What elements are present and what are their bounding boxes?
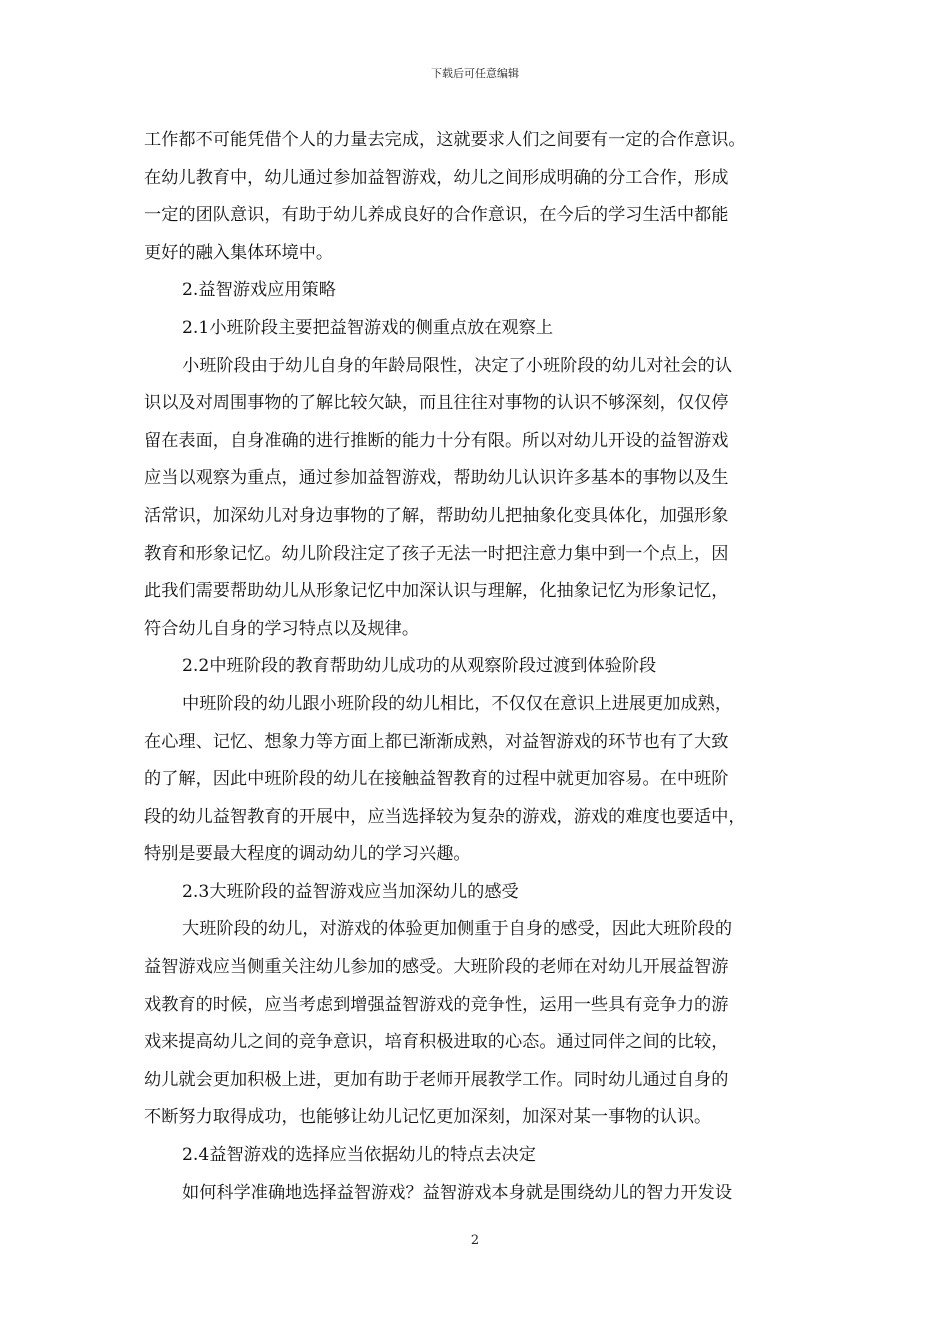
text-line: 在心理、记忆、想象力等方面上都已渐渐成熟，对益智游戏的环节也有了大致 <box>144 731 729 752</box>
text-line: 符合幼儿自身的学习特点以及规律。 <box>144 618 420 639</box>
text-line: 段的幼儿益智教育的开展中，应当选择较为复杂的游戏，游戏的难度也要适中， <box>144 806 746 827</box>
text-line: 工作都不可能凭借个人的力量去完成，这就要求人们之间要有一定的合作意识。 <box>144 130 746 150</box>
text-line: 益智游戏应当侧重关注幼儿参加的感受。大班阶段的老师在对幼儿开展益智游 <box>144 957 729 978</box>
text-line: 小班阶段由于幼儿自身的年龄局限性，决定了小班阶段的幼儿对社会的认 <box>182 355 733 376</box>
text-line: 戏教育的时候，应当考虑到增强益智游戏的竞争性，运用一些具有竞争力的游 <box>144 994 729 1015</box>
text-line: 教育和形象记忆。幼儿阶段注定了孩子无法一时把注意力集中到一个点上，因 <box>144 543 729 564</box>
text-line: 更好的融入集体环境中。 <box>144 242 334 263</box>
text-line: 一定的团队意识，有助于幼儿养成良好的合作意识，在今后的学习生活中都能 <box>144 205 729 226</box>
text-line: 幼儿就会更加积极上进，更加有助于老师开展教学工作。同时幼儿通过自身的 <box>144 1069 729 1090</box>
text-line: 不断努力取得成功，也能够让幼儿记忆更加深刻，加深对某一事物的认识。 <box>144 1107 712 1128</box>
page-number: 2 <box>470 1233 480 1248</box>
text-line: 应当以观察为重点，通过参加益智游戏，帮助幼儿认识许多基本的事物以及生 <box>144 468 729 489</box>
text-line: 的了解，因此中班阶段的幼儿在接触益智教育的过程中就更加容易。在中班阶 <box>144 769 729 790</box>
text-line: 2.4益智游戏的选择应当依据幼儿的特点去决定 <box>182 1145 536 1166</box>
document-body <box>144 122 824 1212</box>
text-line: 在幼儿教育中，幼儿通过参加益智游戏，幼儿之间形成明确的分工合作，形成 <box>144 167 729 188</box>
text-line: 如何科学准确地选择益智游戏？益智游戏本身就是围绕幼儿的智力开发设 <box>182 1182 733 1203</box>
text-line: 此我们需要帮助幼儿从形象记忆中加深认识与理解，化抽象记忆为形象记忆， <box>144 581 729 602</box>
text-line: 2.2中班阶段的教育帮助幼儿成功的从观察阶段过渡到体验阶段 <box>182 656 657 677</box>
text-line: 活常识，加深幼儿对身边事物的了解，帮助幼儿把抽象化变具体化，加强形象 <box>144 505 729 526</box>
text-line: 2.益智游戏应用策略 <box>182 280 336 301</box>
text-line: 2.1小班阶段主要把益智游戏的侧重点放在观察上 <box>182 317 554 338</box>
text-line: 戏来提高幼儿之间的竞争意识，培育积极进取的心态。通过同伴之间的比较， <box>144 1032 729 1053</box>
text-line: 识以及对周围事物的了解比较欠缺，而且往往对事物的认识不够深刻，仅仅停 <box>144 393 729 414</box>
text-line: 中班阶段的幼儿跟小班阶段的幼儿相比，不仅仅在意识上进展更加成熟， <box>182 693 733 714</box>
text-line: 2.3大班阶段的益智游戏应当加深幼儿的感受 <box>182 881 519 902</box>
text-line: 特别是要最大程度的调动幼儿的学习兴趣。 <box>144 844 471 865</box>
page-header: 下载后可任意编辑 <box>431 67 519 80</box>
text-line: 留在表面，自身准确的进行推断的能力十分有限。所以对幼儿开设的益智游戏 <box>144 430 729 451</box>
text-line: 大班阶段的幼儿，对游戏的体验更加侧重于自身的感受，因此大班阶段的 <box>182 919 733 940</box>
